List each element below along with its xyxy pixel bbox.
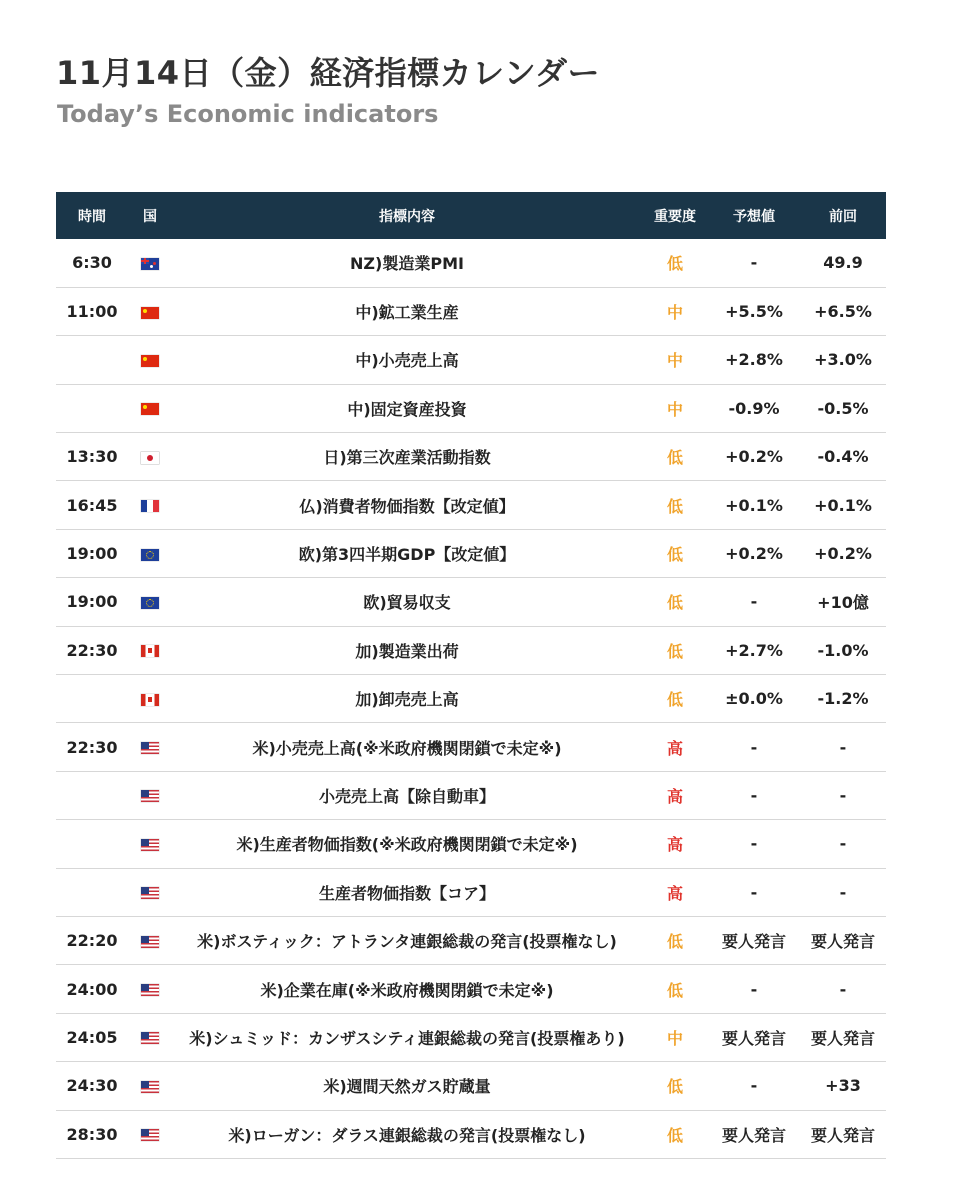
row-previous: -1.0%: [817, 640, 869, 660]
table-row: [56, 771, 886, 819]
eu-flag-icon: [141, 549, 159, 561]
row-country: [128, 820, 172, 868]
table-row: [56, 529, 886, 577]
row-forecast: +0.1%: [725, 495, 783, 515]
row-importance-badge: 低: [666, 1077, 683, 1097]
row-previous: -1.2%: [817, 689, 869, 709]
row-importance-badge: 低: [666, 448, 683, 468]
row-importance-badge: 中: [666, 1028, 683, 1048]
row-forecast: +2.8%: [725, 350, 783, 370]
us-flag-icon: [141, 790, 159, 802]
table-row: [56, 481, 886, 529]
row-forecast: -: [750, 1076, 758, 1096]
row-forecast: -: [750, 592, 758, 612]
row-indicator: 中)鉱工業生産: [355, 303, 459, 323]
row-time: [56, 868, 128, 916]
row-previous: -: [839, 882, 847, 902]
row-previous: -: [839, 737, 847, 757]
row-importance-badge: 低: [666, 1125, 683, 1145]
row-importance-badge: 低: [666, 593, 683, 613]
row-indicator: 中)小売売上高: [355, 351, 459, 371]
row-country: [128, 287, 172, 335]
row-time: 13:30: [66, 447, 118, 467]
row-importance-badge: 高: [666, 835, 683, 855]
cn-flag-icon: [141, 403, 159, 415]
row-forecast: -: [750, 882, 758, 902]
row-importance-badge: 低: [666, 545, 683, 565]
row-time: 28:30: [66, 1124, 118, 1144]
row-country: [128, 1062, 172, 1110]
row-previous: -0.5%: [817, 398, 869, 418]
col-header-indicator: 指標内容: [379, 208, 435, 225]
row-importance-badge: 中: [666, 351, 683, 371]
col-header-previous: 前回: [829, 208, 857, 225]
table-row: [56, 675, 886, 723]
table-row: [56, 1110, 886, 1158]
row-previous: -: [839, 834, 847, 854]
row-forecast: +0.2%: [725, 544, 783, 564]
row-indicator: 小売売上高【除自動車】: [318, 786, 495, 806]
row-forecast: -: [750, 979, 758, 999]
table-row: [56, 1062, 886, 1110]
row-indicator: 加)卸売売上高: [355, 690, 459, 710]
row-importance-badge: 低: [666, 932, 683, 952]
row-indicator: 中)固定資産投資: [347, 399, 467, 419]
row-country: [128, 1110, 172, 1158]
row-previous: +6.5%: [814, 302, 872, 322]
row-forecast: +5.5%: [725, 302, 783, 322]
row-time: 22:30: [66, 640, 118, 660]
row-country: [128, 384, 172, 432]
indicator-table: [56, 192, 886, 1159]
table-row: [56, 239, 886, 287]
table-row: [56, 1013, 886, 1061]
row-importance-badge: 高: [666, 738, 683, 758]
row-previous: -0.4%: [817, 447, 869, 467]
table-row: [56, 626, 886, 674]
row-indicator: 米)生産者物価指数(※米政府機関閉鎖で未定※): [236, 835, 578, 855]
row-indicator: 米)ボスティック：アトランタ連銀総裁の発言(投票権なし): [197, 932, 617, 952]
row-time: 19:00: [66, 544, 118, 564]
row-previous: -: [839, 979, 847, 999]
row-country: [128, 916, 172, 964]
row-time: [56, 384, 128, 432]
row-time: 24:30: [66, 1076, 118, 1096]
row-country: [128, 868, 172, 916]
row-forecast: +2.7%: [725, 640, 783, 660]
us-flag-icon: [141, 984, 159, 996]
row-importance-badge: 低: [666, 254, 683, 274]
row-time: 6:30: [72, 253, 112, 273]
row-country: [128, 965, 172, 1013]
row-time: 11:00: [66, 302, 118, 322]
row-previous: +0.1%: [814, 495, 872, 515]
row-forecast: ±0.0%: [725, 689, 783, 709]
row-country: [128, 723, 172, 771]
row-forecast: -: [750, 785, 758, 805]
row-previous: 要人発言: [810, 932, 875, 952]
table-header: [56, 192, 886, 239]
row-country: [128, 481, 172, 529]
row-country: [128, 675, 172, 723]
row-importance-badge: 低: [666, 641, 683, 661]
eu-flag-icon: [141, 597, 159, 609]
cn-flag-icon: [141, 355, 159, 367]
row-importance-badge: 高: [666, 786, 683, 806]
row-country: [128, 336, 172, 384]
row-indicator: 米)ローガン：ダラス連銀総裁の発言(投票権なし): [228, 1125, 586, 1145]
table-row: [56, 965, 886, 1013]
row-previous: 49.9: [823, 253, 863, 273]
row-forecast: -: [750, 737, 758, 757]
table-row: [56, 384, 886, 432]
row-indicator: 米)シュミッド：カンザスシティ連銀総裁の発言(投票権あり): [189, 1028, 625, 1048]
row-time: [56, 820, 128, 868]
fr-flag-icon: [141, 500, 159, 512]
us-flag-icon: [141, 936, 159, 948]
us-flag-icon: [141, 1032, 159, 1044]
table-row: [56, 578, 886, 626]
col-header-forecast: 予想値: [733, 208, 775, 225]
table-row: [56, 916, 886, 964]
row-time: 24:00: [66, 979, 118, 999]
row-importance-badge: 低: [666, 980, 683, 1000]
row-indicator: 米)週間天然ガス貯蔵量: [323, 1077, 491, 1097]
row-country: [128, 626, 172, 674]
row-indicator: 生産者物価指数【コア】: [318, 883, 495, 903]
col-header-time: 時間: [78, 208, 106, 225]
row-previous: +10億: [817, 593, 869, 613]
row-country: [128, 1013, 172, 1061]
row-time: 22:20: [66, 931, 118, 951]
us-flag-icon: [141, 742, 159, 754]
row-time: 19:00: [66, 592, 118, 612]
row-indicator: 欧)第3四半期GDP【改定値】: [298, 545, 516, 565]
nz-flag-icon: [141, 258, 159, 270]
ca-flag-icon: [141, 694, 159, 706]
row-importance-badge: 低: [666, 690, 683, 710]
row-country: [128, 771, 172, 819]
col-header-country: 国: [143, 208, 157, 225]
table-row: [56, 723, 886, 771]
row-indicator: NZ)製造業PMI: [350, 254, 464, 274]
row-time: [56, 771, 128, 819]
row-importance-badge: 中: [666, 399, 683, 419]
row-country: [128, 529, 172, 577]
row-country: [128, 578, 172, 626]
row-previous: +33: [825, 1076, 861, 1096]
row-time: 22:30: [66, 737, 118, 757]
us-flag-icon: [141, 1081, 159, 1093]
table-row: [56, 433, 886, 481]
row-indicator: 日)第三次産業活動指数: [323, 448, 491, 468]
cn-flag-icon: [141, 307, 159, 319]
table-row: [56, 287, 886, 335]
us-flag-icon: [141, 1129, 159, 1141]
table-row: [56, 868, 886, 916]
table-row: [56, 336, 886, 384]
jp-flag-icon: [141, 452, 159, 464]
row-time: [56, 675, 128, 723]
col-header-importance: 重要度: [654, 208, 696, 225]
row-indicator: 米)小売売上高(※米政府機関閉鎖で未定※): [252, 738, 562, 758]
row-time: [56, 336, 128, 384]
row-forecast: 要人発言: [721, 932, 786, 952]
row-importance-badge: 低: [666, 496, 683, 516]
row-importance-badge: 中: [666, 303, 683, 323]
us-flag-icon: [141, 887, 159, 899]
row-importance-badge: 高: [666, 883, 683, 903]
row-previous: -: [839, 785, 847, 805]
us-flag-icon: [141, 839, 159, 851]
row-country: [128, 433, 172, 481]
page-subtitle: Today’s Economic indicators: [57, 100, 439, 128]
row-forecast: 要人発言: [721, 1125, 786, 1145]
row-previous: +3.0%: [814, 350, 872, 370]
row-indicator: 加)製造業出荷: [355, 641, 459, 661]
row-country: [128, 239, 172, 287]
row-forecast: 要人発言: [721, 1028, 786, 1048]
row-indicator: 仏)消費者物価指数【改定値】: [299, 496, 515, 516]
ca-flag-icon: [141, 645, 159, 657]
row-forecast: +0.2%: [725, 447, 783, 467]
row-previous: +0.2%: [814, 544, 872, 564]
table-row: [56, 820, 886, 868]
header-row: [56, 192, 886, 239]
row-forecast: -: [750, 834, 758, 854]
row-forecast: -0.9%: [728, 398, 780, 418]
row-time: 16:45: [66, 495, 118, 515]
row-time: 24:05: [66, 1027, 118, 1047]
table-body: [56, 239, 886, 1158]
page-title: 11月14日（金）経済指標カレンダー: [56, 54, 600, 92]
row-indicator: 欧)貿易収支: [363, 593, 451, 613]
row-forecast: -: [750, 253, 758, 273]
row-previous: 要人発言: [810, 1125, 875, 1145]
row-previous: 要人発言: [810, 1028, 875, 1048]
row-indicator: 米)企業在庫(※米政府機関閉鎖で未定※): [260, 980, 554, 1000]
